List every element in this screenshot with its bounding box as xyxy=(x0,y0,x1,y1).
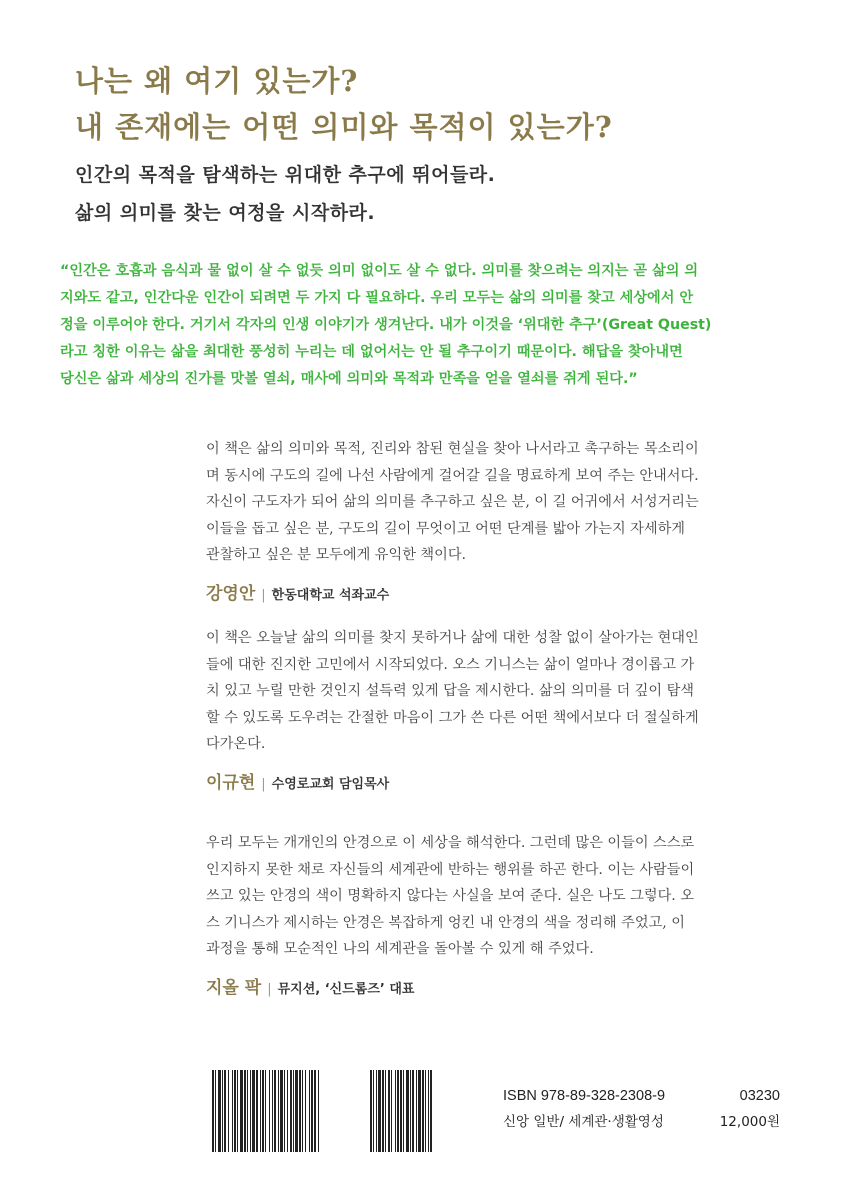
endorsement-line: 들에 대한 진지한 고민에서 시작되었다. 오스 기니스는 삶이 얼마나 경이롭고 가 xyxy=(206,656,695,673)
endorsement-line: 며 동시에 구도의 길에 나선 사람에게 걸어갈 길을 명료하게 보여 주는 안내서다. xyxy=(206,467,699,484)
quote-line: 정을 이루어야 한다. 거기서 각자의 인생 이야기가 생겨난다. 내가 이것을 ‘위대한 추구’(Great Quest) xyxy=(60,317,712,333)
endorsement-line: 치 있고 누릴 만한 것인지 설득력 있게 답을 제시한다. 삶의 의미를 더 깊이 탐색 xyxy=(206,683,694,699)
endorsement-line: 스 기니스가 제시하는 안경은 복잡하게 엉킨 내 안경의 색을 정리해 주었고, 이 xyxy=(206,914,685,931)
endorser-role: 한동대학교 석좌교수 xyxy=(271,587,390,603)
endorsement-line: 인지하지 못한 채로 자신들의 세계관에 반하는 행위를 하곤 한다. 이는 사람들이 xyxy=(206,861,695,878)
endorsement-line: 우리 모두는 개개인의 안경으로 이 세상을 해석한다. 그런데 많은 이들이 스스로 xyxy=(206,835,695,851)
endorsement-line: 할 수 있도록 도우려는 간절한 마음이 그가 쓴 다른 어떤 책에서보다 더 절실하게 xyxy=(206,709,699,726)
isbn-number: ISBN 978-89-328-2308-9 xyxy=(503,1088,666,1104)
book-price: 12,000원 xyxy=(719,1114,780,1130)
endorser-name: 강영안 xyxy=(206,583,256,604)
book-category: 신앙 일반/ 세계관·생활영성 xyxy=(503,1114,664,1130)
endorsement-line: 과정을 통해 모순적인 나의 세계관을 돌아볼 수 있게 해 주었다. xyxy=(206,941,594,957)
endorsement-line: 관찰하고 싶은 분 모두에게 유익한 책이다. xyxy=(206,547,467,563)
endorser-attribution xyxy=(206,975,778,1004)
subhead-line-2: 삶의 의미를 찾는 여정을 시작하라. xyxy=(75,202,376,224)
endorsement-line: 자신이 구도자가 되어 삶의 의미를 추구하고 싶은 분, 이 길 어귀에서 서성거리는 xyxy=(206,494,699,510)
quote-line: 당신은 삶과 세상의 진가를 맛볼 열쇠, 매사에 의미와 목적과 만족을 얻을 열쇠를 쥐게 된다.” xyxy=(60,371,638,387)
addon-barcode xyxy=(370,1070,433,1152)
headline xyxy=(75,58,613,150)
subhead-line-1: 인간의 목적을 탐색하는 위대한 추구에 뛰어들라. xyxy=(75,164,496,186)
endorsement-line: 쓰고 있는 안경의 색이 명확하지 않다는 사실을 보여 준다. 실은 나도 그렇다. 오 xyxy=(206,888,694,904)
endorser-role: 수영로교회 담임목사 xyxy=(271,776,390,792)
endorser-attribution xyxy=(206,770,778,799)
subhead xyxy=(75,156,495,232)
barcode-bar xyxy=(432,1070,433,1152)
endorsement-line: 다가온다. xyxy=(206,736,266,752)
quote-line: 라고 칭한 이유는 삶을 최대한 풍성히 누리는 데 없어서는 안 될 추구이기 때문이다. 해답을 찾아내면 xyxy=(60,344,683,360)
endorser-name: 지올 팍 xyxy=(206,977,262,998)
isbn-block xyxy=(503,1083,780,1135)
endorser-name: 이규현 xyxy=(206,772,256,793)
endorsement-1 xyxy=(206,436,778,609)
author-quote xyxy=(60,258,780,393)
endorsement-line: 이 책은 오늘날 삶의 의미를 찾지 못하거나 삶에 대한 성찰 없이 살아가는 현대인 xyxy=(206,630,699,646)
endorsement-line: 이 책은 삶의 의미와 목적, 진리와 참된 현실을 찾아 나서라고 촉구하는 목소리이 xyxy=(206,441,699,457)
isbn-barcode xyxy=(212,1070,320,1152)
headline-line-1: 나는 왜 여기 있는가? xyxy=(75,64,359,98)
endorser-role: 뮤지션, ‘신드롬즈’ 대표 xyxy=(277,981,415,997)
attribution-separator: | xyxy=(267,981,272,997)
barcode-bar xyxy=(319,1070,320,1152)
endorsement-line: 이들을 돕고 싶은 분, 구도의 길이 무엇이고 어떤 단계를 밟아 가는지 자세하게 xyxy=(206,520,685,537)
headline-line-2: 내 존재에는 어떤 의미와 목적이 있는가? xyxy=(75,110,613,144)
endorsement-2 xyxy=(206,625,778,798)
quote-line: 지와도 같고, 인간다운 인간이 되려면 두 가지 다 필요하다. 우리 모두는 삶의 의미를 찾고 세상에서 안 xyxy=(60,290,694,306)
endorser-attribution xyxy=(206,581,778,610)
isbn-addon-code: 03230 xyxy=(739,1088,780,1104)
endorsement-3 xyxy=(206,830,778,1003)
quote-line: “인간은 호흡과 음식과 물 없이 살 수 없듯 의미 없이도 살 수 없다. 의미를 찾으려는 의지는 곧 삶의 의 xyxy=(60,263,699,279)
attribution-separator: | xyxy=(261,776,266,792)
attribution-separator: | xyxy=(261,587,266,603)
